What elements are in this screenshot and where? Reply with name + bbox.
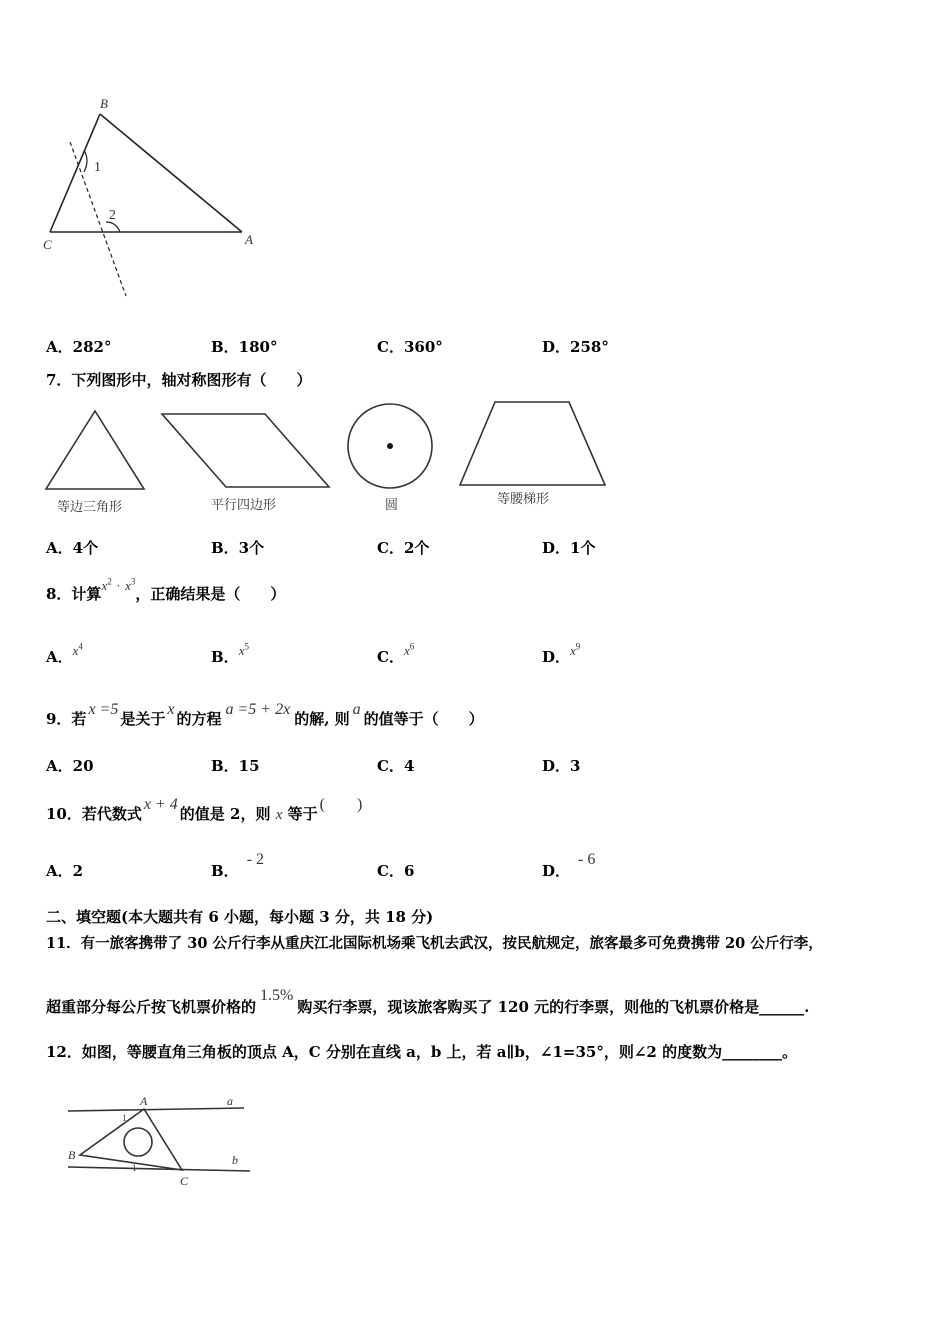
label-line-b: b [232, 1153, 238, 1167]
side-ba [100, 114, 242, 232]
circle-center-dot [387, 443, 393, 449]
q12-stem: 12．如图，等腰直角三角板的顶点 A，C 分别在直线 a，b 上，若 a∥b，∠1=35°，则∠2 的度数为________。 [46, 1043, 798, 1061]
shape-label-isosceles-trapezoid: 等腰梯形 [497, 492, 550, 507]
q6-option-b[interactable]: B．180° [211, 338, 278, 356]
triangle-plate [80, 1109, 182, 1170]
q8-stem-prefix: 8．计算 [46, 585, 102, 603]
q9-option-b[interactable]: B．15 [211, 757, 260, 775]
q8-expression: $x^2 \cdot x^3$ [101, 576, 136, 593]
q10-stem: 10．若代数式x + 4的值是 2，则 x 等于( ) [46, 796, 363, 823]
parallelogram-shape [162, 414, 329, 487]
q8-stem-suffix: ，正确结果是（ ） [135, 585, 286, 603]
q8-option-a[interactable]: A．$x^4$ [46, 641, 83, 666]
label-2: 2 [109, 208, 116, 223]
q7-option-d[interactable]: D．1个 [542, 539, 596, 557]
label-angle-2: 1 [132, 1163, 137, 1173]
line-a [68, 1108, 244, 1111]
q12-figure [62, 1090, 262, 1195]
shape-label-circle: 圆 [385, 498, 399, 513]
q9-option-d[interactable]: D．3 [542, 757, 581, 775]
q6-option-a[interactable]: A．282° [46, 338, 112, 356]
label-line-a: a [227, 1094, 233, 1108]
q6-triangle-figure [40, 92, 270, 307]
q8-option-c[interactable]: C．$x^6$ [377, 641, 415, 666]
q6-option-c[interactable]: C．360° [377, 338, 443, 356]
section2-title: 二、填空题(本大题共有 6 小题，每小题 3 分，共 18 分) [46, 908, 434, 926]
q9-option-a[interactable]: A．20 [46, 757, 94, 775]
shape-label-equilateral-triangle: 等边三角形 [57, 500, 123, 515]
label-c-point: C [180, 1174, 189, 1188]
q10-option-b[interactable]: B．- 2 [211, 851, 265, 880]
label-b: B [100, 96, 108, 111]
q6-option-d[interactable]: D．258° [542, 338, 609, 356]
label-angle-1: 1 [122, 1113, 127, 1123]
q9-stem: 9．若x =5是关于x的方程a =5 + 2x的解, 则a的值等于（ ） [46, 701, 484, 728]
label-1: 1 [94, 160, 101, 175]
q11-line2: 超重部分每公斤按飞机票价格的1.5%购买行李票，现该旅客购买了 120 元的行李票，则他的飞机票价格是______. [46, 987, 810, 1016]
angle-2-arc [106, 222, 120, 232]
label-a-point: A [140, 1094, 148, 1108]
equilateral-triangle-shape [46, 411, 144, 489]
q10-option-c[interactable]: C．6 [377, 862, 415, 880]
shape-label-parallelogram: 平行四边形 [211, 498, 277, 513]
q7-stem: 7．下列图形中，轴对称图形有（ ） [46, 371, 312, 389]
q10-option-a[interactable]: A．2 [46, 862, 84, 880]
q7-option-a[interactable]: A．4个 [46, 539, 99, 557]
q11-line1: 11．有一旅客携带了 30 公斤行李从重庆江北国际机场乘飞机去武汉，按民航规定，旅客最多可免费携带 20 公斤行李， [46, 935, 823, 952]
isosceles-trapezoid-shape [460, 402, 605, 485]
label-c: C [43, 237, 52, 252]
line-b [68, 1167, 250, 1171]
q7-option-b[interactable]: B．3个 [211, 539, 265, 557]
q8-option-b[interactable]: B．$x^5$ [211, 641, 249, 666]
angle-1-arc [84, 150, 87, 172]
side-cb [50, 114, 100, 232]
q9-option-c[interactable]: C．4 [377, 757, 415, 775]
q8-stem [46, 576, 286, 604]
label-b-point: B [68, 1148, 76, 1162]
q7-option-c[interactable]: C．2个 [377, 539, 430, 557]
plate-hole [124, 1128, 152, 1156]
q10-option-d[interactable]: D．- 6 [542, 851, 596, 880]
label-a: A [245, 232, 253, 247]
q8-option-d[interactable]: D．$x^9$ [542, 641, 581, 666]
